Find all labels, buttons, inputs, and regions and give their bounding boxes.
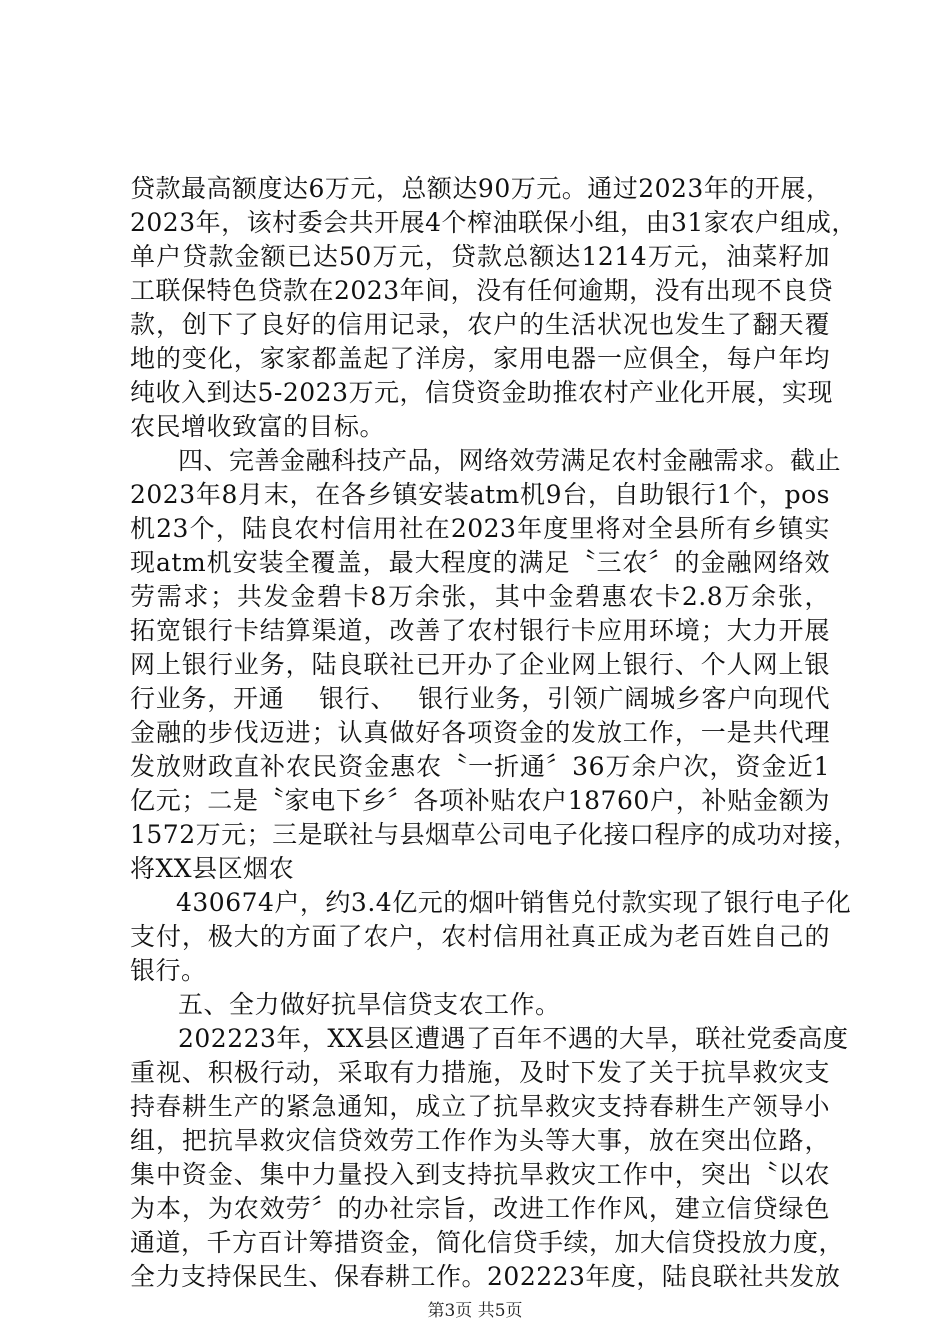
text-line: 1572万元；三是联社与县烟草公司电子化接口程序的成功对接， xyxy=(130,820,859,849)
text-line: 行业务，开通 银行、 银行业务，引领广阔城乡客户向现代 xyxy=(130,684,830,713)
text-line: 202223年，XX县区遭遇了百年不遇的大旱，联社党委高度 xyxy=(178,1024,849,1053)
text-line: 集中资金、集中力量投入到支持抗旱救灾工作中，突出〝以农 xyxy=(130,1160,830,1189)
text-line: 支付，极大的方面了农户，农村信用社真正成为老百姓自己的 xyxy=(130,922,830,951)
text-line: 劳需求；共发金碧卡8万余张，其中金碧惠农卡2.8万余张， xyxy=(130,582,830,611)
text-line: 地的变化，家家都盖起了洋房，家用电器一应俱全，每户年均 xyxy=(130,344,830,373)
text-line: 2023年，该村委会共开展4个榨油联保小组，由31家农户组成， xyxy=(130,208,857,237)
text-line: 款，创下了良好的信用记录，农户的生活状况也发生了翻天覆 xyxy=(130,310,830,339)
text-line: 组，把抗旱救灾信贷效劳工作作为头等大事，放在突出位路， xyxy=(130,1126,830,1155)
text-line: 为本，为农效劳〞的办社宗旨，改进工作作风，建立信贷绿色 xyxy=(130,1194,830,1223)
text-line: 持春耕生产的紧急通知，成立了抗旱救灾支持春耕生产领导小 xyxy=(130,1092,830,1121)
text-line: 2023年8月末，在各乡镇安装atm机9台，自助银行1个，pos xyxy=(130,480,830,509)
text-line: 发放财政直补农民资金惠农〝一折通〞36万余户次，资金近1 xyxy=(130,752,830,781)
text-line: 单户贷款金额已达50万元，贷款总额达1214万元，油菜籽加 xyxy=(130,242,830,271)
section-heading-4: 四、完善金融科技产品，网络效劳满足农村金融需求。截止 xyxy=(178,446,842,475)
text-line: 亿元；二是〝家电下乡〞各项补贴农户18760户，补贴金额为 xyxy=(130,786,830,815)
text-line: 机23个，陆良农村信用社在2023年度里将对全县所有乡镇实 xyxy=(130,514,830,543)
text-line: 430674户，约3.4亿元的烟叶销售兑付款实现了银行电子化 xyxy=(176,888,852,917)
text-line: 全力支持保民生、保春耕工作。202223年度，陆良联社共发放 xyxy=(130,1262,841,1291)
section-heading-5: 五、全力做好抗旱信贷支农工作。 xyxy=(178,990,561,1019)
text-line: 贷款最高额度达6万元，总额达90万元。通过2023年的开展， xyxy=(130,174,832,203)
text-line: 将XX县区烟农 xyxy=(130,854,295,883)
text-line: 拓宽银行卡结算渠道，改善了农村银行卡应用环境；大力开展 xyxy=(130,616,830,645)
text-line: 现atm机安装全覆盖，最大程度的满足〝三农〞的金融网络效 xyxy=(130,548,830,577)
text-line: 银行。 xyxy=(130,956,207,985)
text-line: 工联保特色贷款在2023年间，没有任何逾期，没有出现不良贷 xyxy=(130,276,834,305)
text-line: 纯收入到达5-2023万元，信贷资金助推农村产业化开展，实现 xyxy=(130,378,833,407)
text-line: 农民增收致富的目标。 xyxy=(130,412,386,441)
text-line: 重视、积极行动，采取有力措施，及时下发了关于抗旱救灾支 xyxy=(130,1058,830,1087)
text-line: 金融的步伐迈进；认真做好各项资金的发放工作，一是共代理 xyxy=(130,718,830,747)
text-line: 网上银行业务，陆良联社已开办了企业网上银行、个人网上银 xyxy=(130,650,830,679)
page-number-footer: 第3页 共5页 xyxy=(427,1301,523,1321)
text-line: 通道，千方百计筹措资金，简化信贷手续，加大信贷投放力度， xyxy=(130,1228,845,1257)
